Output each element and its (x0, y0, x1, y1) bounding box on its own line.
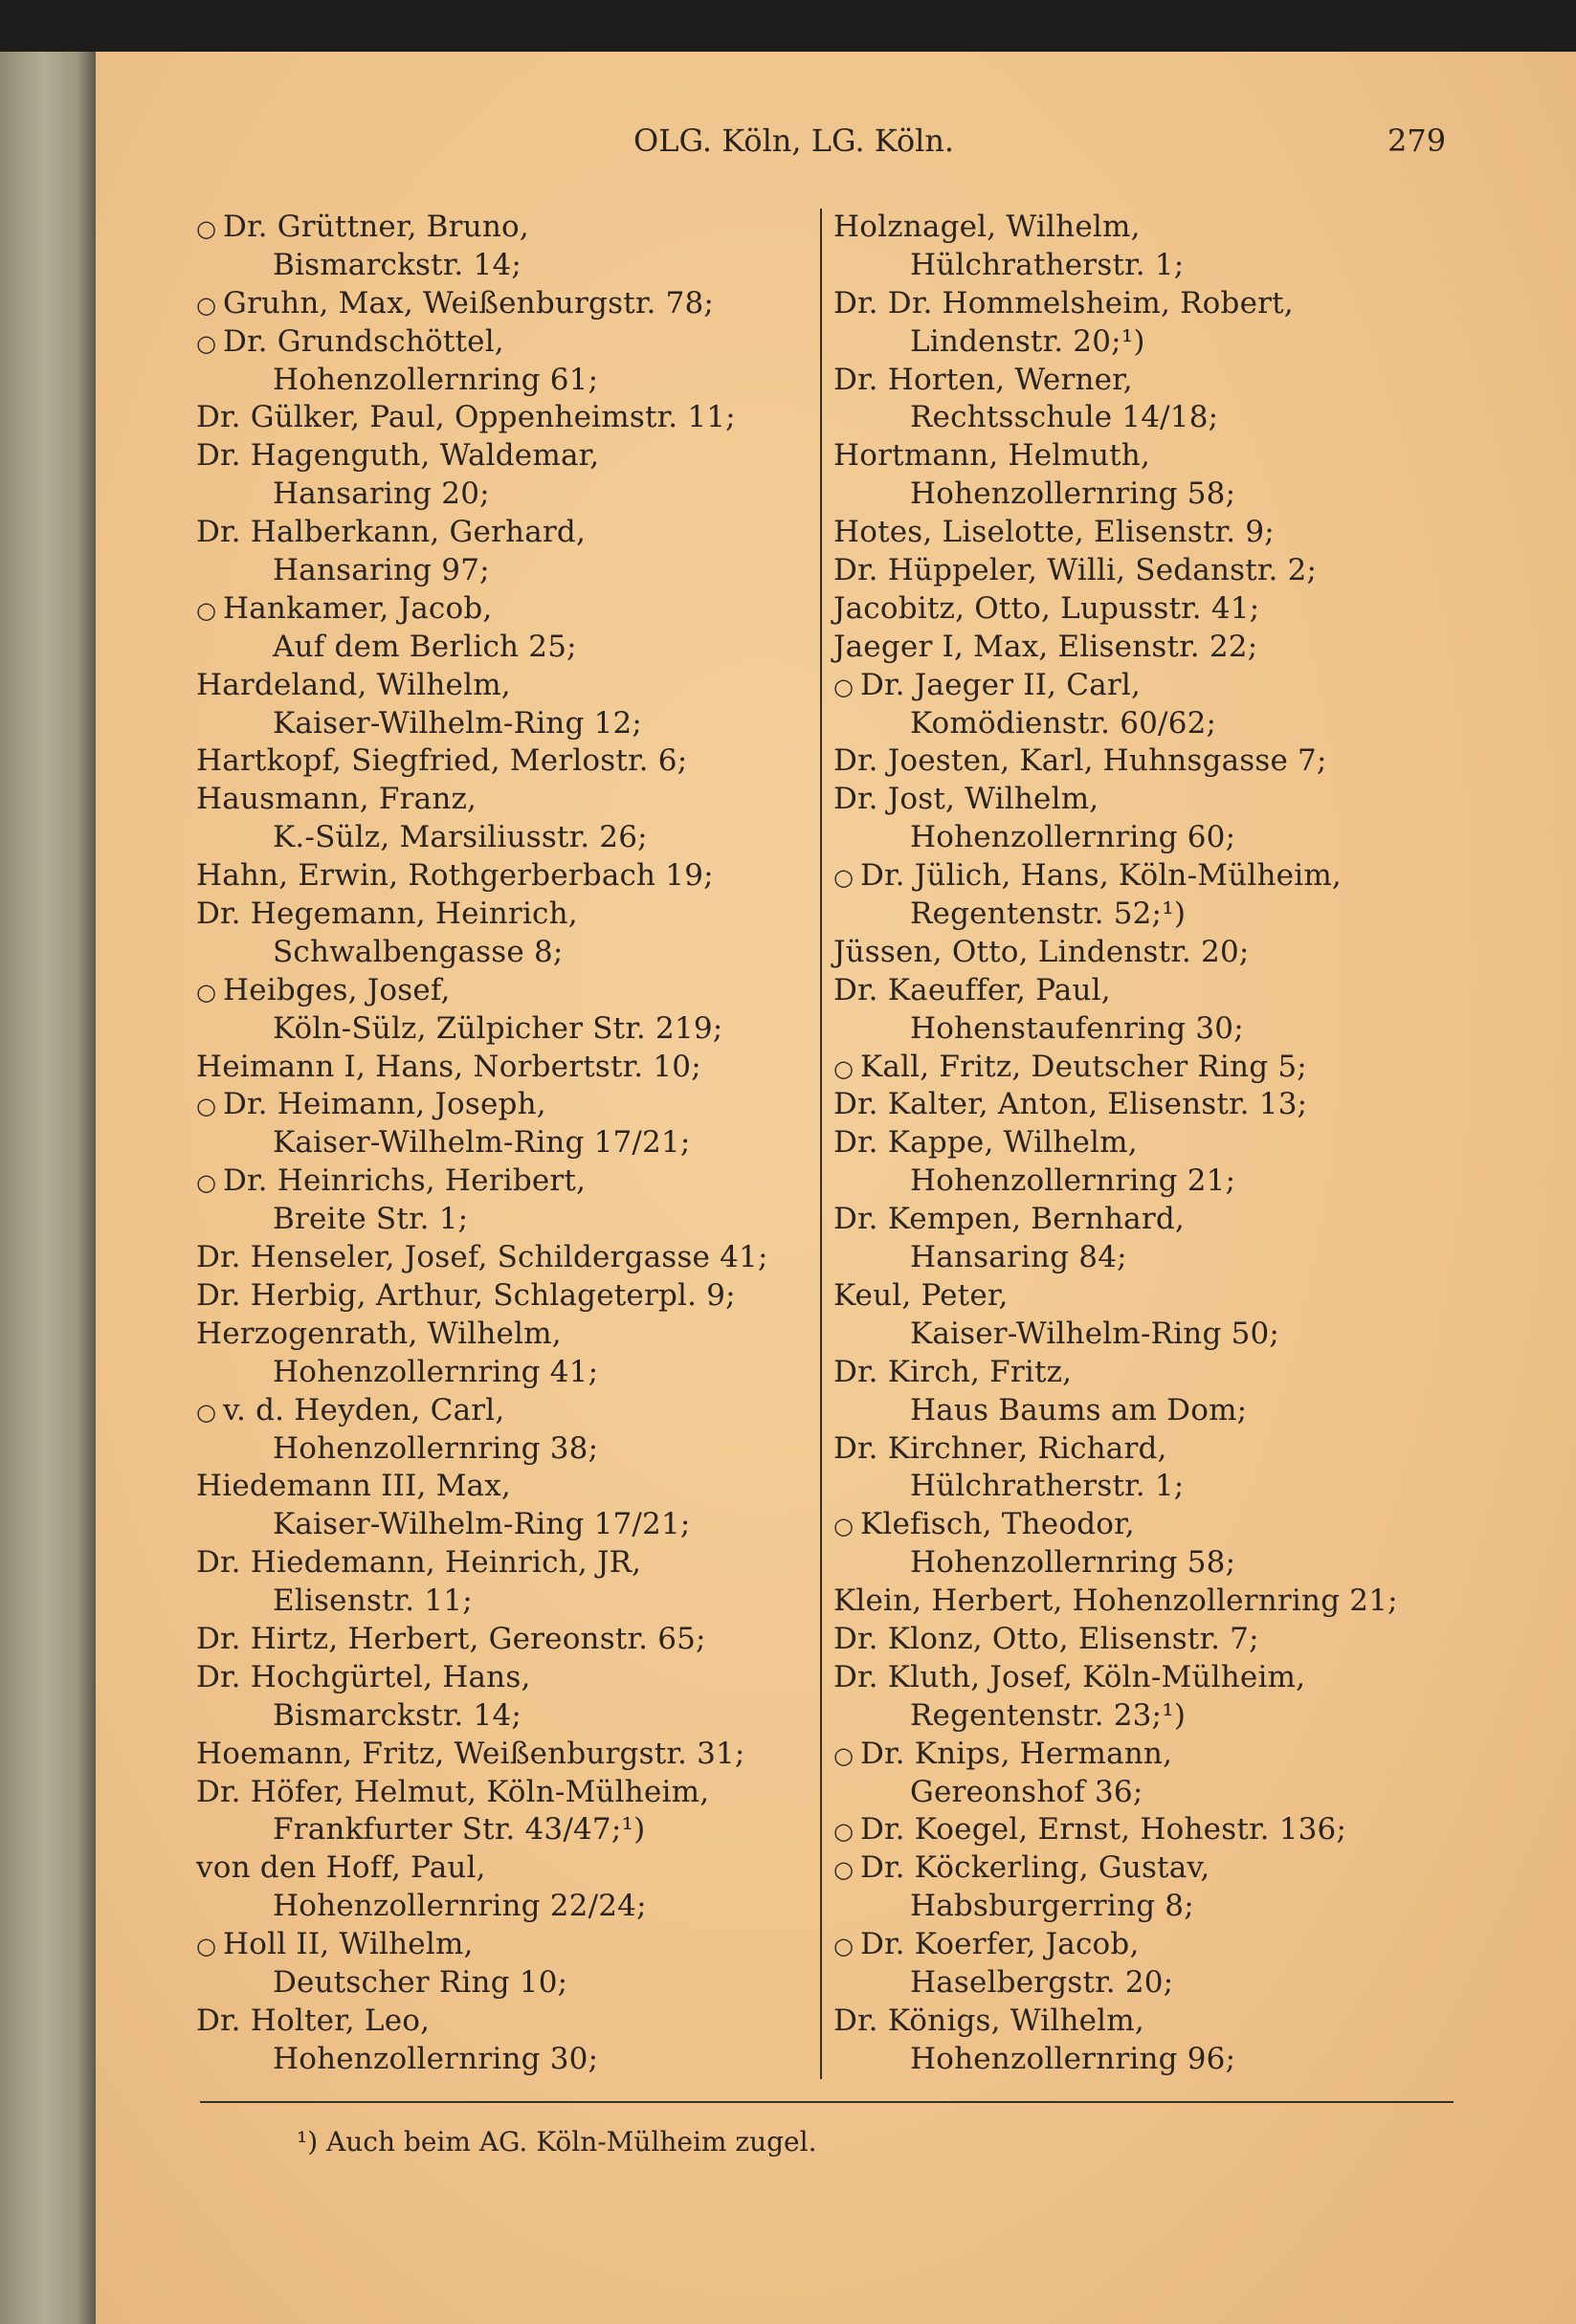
entry-name-line (833, 1124, 1398, 1162)
entry-name-line (833, 1621, 1398, 1659)
entry-name-line (196, 1277, 768, 1316)
entry-address-line (196, 1964, 768, 2003)
entry-name-line (196, 781, 768, 819)
entry-text: Hohenzollernring 38; (273, 1430, 599, 1466)
entry-name-line (196, 1049, 768, 1087)
directory-entry (833, 1354, 1398, 1430)
entry-text: Haus Baums am Dom; (910, 1392, 1248, 1428)
entry-name-line (196, 1736, 768, 1774)
directory-entry (196, 1277, 768, 1316)
directory-entry (196, 1849, 768, 1926)
entry-text: Hülchratherstr. 1; (910, 1469, 1185, 1504)
entry-name-line (196, 2003, 768, 2041)
entry-text: Dr. Halberkann, Gerhard, (196, 515, 587, 550)
entry-text: Gruhn, Max, Weißenburgstr. 78; (223, 285, 715, 321)
entry-text: Dr. Horten, Werner, (833, 362, 1133, 397)
directory-entry (833, 857, 1398, 934)
entry-text: Gereonshof 36; (910, 1774, 1143, 1809)
entry-address-line (833, 1468, 1398, 1506)
entry-text: Regentenstr. 52;¹) (910, 896, 1187, 932)
directory-entry (833, 514, 1398, 552)
directory-entry (833, 972, 1398, 1049)
entry-name-line (196, 437, 768, 476)
entry-name-line (833, 1354, 1398, 1392)
entry-text: Hohenzollernring 22/24; (273, 1889, 647, 1924)
directory-entry (833, 1736, 1398, 1812)
directory-entry (833, 1277, 1398, 1354)
directory-entry (833, 934, 1398, 972)
entry-name-line (833, 1506, 1398, 1544)
entry-text: Hausmann, Franz, (196, 782, 477, 817)
directory-entry (196, 857, 768, 896)
entry-text: Dr. Kirch, Fritz, (833, 1354, 1073, 1389)
directory-entry (196, 742, 768, 781)
directory-entry (196, 781, 768, 857)
directory-entry (196, 514, 768, 590)
entry-text: Dr. Koegel, Ernst, Hohestr. 136; (860, 1812, 1347, 1848)
entry-text: Dr. Koerfer, Jacob, (860, 1927, 1140, 1962)
entry-text: Heimann I, Hans, Norbertstr. 10; (196, 1049, 701, 1084)
entry-name-line (833, 362, 1398, 400)
directory-entry (833, 1849, 1398, 1926)
admission-marker-icon: ○ (833, 1818, 855, 1846)
directory-entry (196, 1659, 768, 1736)
entry-text: Klefisch, Theodor, (860, 1507, 1135, 1542)
entry-address-line (833, 1162, 1398, 1201)
entry-name-line (833, 1849, 1398, 1888)
entry-text: Hohenzollernring 58; (910, 1545, 1236, 1581)
admission-marker-icon: ○ (196, 1169, 217, 1197)
directory-entry (196, 1926, 768, 2003)
entry-name-line (833, 285, 1398, 323)
entry-name-line (196, 1086, 768, 1124)
entry-text: Klein, Herbert, Hohenzollernring 21; (833, 1583, 1398, 1619)
entry-address-line (833, 1697, 1398, 1736)
entry-text: Dr. Kirchner, Richard, (833, 1430, 1167, 1466)
entry-text: Dr. Jülich, Hans, Köln-Mülheim, (860, 858, 1342, 894)
directory-entry (833, 552, 1398, 590)
entry-text: Dr. Henseler, Josef, Schildergasse 41; (196, 1240, 768, 1275)
directory-entry (196, 323, 768, 400)
entry-address-line (833, 1316, 1398, 1354)
entry-text: Dr. Hochgürtel, Hans, (196, 1659, 531, 1694)
entry-address-line (833, 896, 1398, 934)
admission-marker-icon: ○ (833, 1513, 855, 1540)
directory-entry (196, 399, 768, 437)
entry-name-line (833, 781, 1398, 819)
entry-name-line (196, 1849, 768, 1888)
directory-entry (833, 285, 1398, 362)
entry-text: Bismarckstr. 14; (273, 1697, 522, 1733)
entry-text: Deutscher Ring 10; (273, 1964, 568, 2000)
entry-address-line (196, 1430, 768, 1469)
entry-address-line (196, 1888, 768, 1926)
entry-text: Hohenzollernring 30; (273, 2041, 599, 2076)
entry-address-line (196, 705, 768, 743)
entry-name-line (833, 934, 1398, 972)
directory-entry (833, 1621, 1398, 1659)
entry-name-line (833, 1049, 1398, 1087)
entry-text: Hohenzollernring 96; (910, 2041, 1236, 2076)
entry-name-line (833, 209, 1398, 247)
footnote-rule (200, 2101, 1454, 2103)
entry-text: Hankamer, Jacob, (223, 590, 493, 626)
entry-text: K.-Sülz, Marsiliusstr. 26; (273, 820, 648, 855)
entry-text: Hohenzollernring 58; (910, 476, 1236, 512)
directory-entry (196, 896, 768, 972)
entry-text: Dr. Hiedemann, Heinrich, JR, (196, 1545, 642, 1581)
entry-text: Elisenstr. 11; (273, 1583, 473, 1619)
entry-text: Dr. Hirtz, Herbert, Gereonstr. 65; (196, 1621, 706, 1656)
entry-text: Dr. Grüttner, Bruno, (223, 210, 529, 244)
directory-entry (833, 742, 1398, 781)
entry-name-line (833, 742, 1398, 781)
entry-address-line (196, 247, 768, 285)
admission-marker-icon: ○ (833, 1933, 855, 1960)
admission-marker-icon: ○ (196, 291, 217, 319)
entry-text: Dr. Hegemann, Heinrich, (196, 896, 578, 932)
entry-name-line (196, 1774, 768, 1812)
entry-text: Hansaring 97; (273, 553, 490, 588)
directory-entry (833, 1659, 1398, 1736)
entry-text: Dr. Köckerling, Gustav, (860, 1850, 1210, 1886)
column-divider (820, 209, 822, 2079)
directory-entry (833, 1506, 1398, 1583)
entry-name-line (196, 285, 768, 323)
entry-address-line (196, 2041, 768, 2079)
entry-text: von den Hoff, Paul, (196, 1850, 486, 1886)
entry-address-line (833, 323, 1398, 362)
entry-text: Dr. Dr. Hommelsheim, Robert, (833, 285, 1294, 321)
entry-text: Köln-Sülz, Zülpicher Str. 219; (273, 1010, 723, 1046)
entry-text: Dr. Klonz, Otto, Elisenstr. 7; (833, 1621, 1259, 1656)
entry-name-line (196, 1621, 768, 1659)
entry-address-line (196, 476, 768, 514)
entry-text: Haselbergstr. 20; (910, 1964, 1174, 2000)
entry-address-line (833, 476, 1398, 514)
admission-marker-icon: ○ (833, 1856, 855, 1884)
entry-name-line (833, 1736, 1398, 1774)
entry-name-line (833, 1277, 1398, 1316)
directory-entry (196, 1544, 768, 1621)
entry-address-line (196, 1201, 768, 1239)
entry-address-line (196, 934, 768, 972)
entry-name-line (196, 1468, 768, 1506)
entry-text: Dr. Heinrichs, Heribert, (223, 1163, 587, 1199)
directory-entry (196, 1392, 768, 1469)
entry-name-line (196, 590, 768, 629)
entry-name-line (833, 972, 1398, 1010)
entry-name-line (833, 1086, 1398, 1124)
admission-marker-icon: ○ (833, 673, 855, 700)
directory-entry (833, 1049, 1398, 1087)
entry-address-line (196, 552, 768, 590)
directory-entry (196, 1239, 768, 1277)
entry-address-line (196, 1124, 768, 1162)
directory-entry (833, 1430, 1398, 1507)
directory-entry (196, 1049, 768, 1087)
entry-address-line (833, 399, 1398, 437)
entry-text: Auf dem Berlich 25; (273, 629, 577, 664)
entry-name-line (196, 1239, 768, 1277)
directory-entry (833, 2003, 1398, 2079)
left-column (196, 209, 768, 2079)
entry-text: Hohenzollernring 61; (273, 362, 599, 397)
entry-text: Jaeger I, Max, Elisenstr. 22; (833, 629, 1258, 664)
entry-address-line (196, 1811, 768, 1849)
entry-text: Dr. Kalter, Anton, Elisenstr. 13; (833, 1087, 1308, 1122)
entry-text: Dr. Joesten, Karl, Huhnsgasse 7; (833, 743, 1327, 779)
entry-text: Kaiser-Wilhelm-Ring 17/21; (273, 1125, 691, 1161)
entry-address-line (833, 819, 1398, 857)
entry-text: Kaiser-Wilhelm-Ring 12; (273, 705, 643, 741)
entry-address-line (833, 1010, 1398, 1049)
entry-address-line (196, 362, 768, 400)
entry-address-line (833, 1774, 1398, 1812)
directory-entry (196, 1316, 768, 1392)
entry-name-line (833, 1926, 1398, 1964)
entry-name-line (833, 2003, 1398, 2041)
entry-name-line (833, 1583, 1398, 1621)
admission-marker-icon: ○ (196, 1933, 217, 1960)
entry-text: Hülchratherstr. 1; (910, 247, 1185, 282)
entry-text: Dr. Jost, Wilhelm, (833, 782, 1099, 817)
entry-text: Kall, Fritz, Deutscher Ring 5; (860, 1049, 1307, 1084)
directory-entry (833, 1201, 1398, 1277)
entry-text: Dr. Höfer, Helmut, Köln-Mülheim, (196, 1774, 710, 1809)
admission-marker-icon: ○ (833, 864, 855, 892)
entry-text: Hotes, Liselotte, Elisenstr. 9; (833, 515, 1275, 550)
entry-text: Holznagel, Wilhelm, (833, 210, 1141, 244)
entry-text: Dr. Kaeuffer, Paul, (833, 972, 1111, 1007)
entry-name-line (196, 399, 768, 437)
entry-name-line (833, 590, 1398, 629)
directory-entry (196, 437, 768, 514)
entry-text: Dr. Grundschöttel, (223, 323, 504, 359)
admission-marker-icon: ○ (196, 329, 217, 357)
directory-entry (196, 285, 768, 323)
entry-address-line (196, 1010, 768, 1049)
entry-name-line (196, 1544, 768, 1583)
entry-name-line (833, 857, 1398, 896)
entry-name-line (196, 742, 768, 781)
entry-name-line (833, 1659, 1398, 1697)
directory-entry (833, 209, 1398, 285)
directory-entry (196, 1774, 768, 1850)
entry-text: Hiedemann III, Max, (196, 1469, 511, 1504)
entry-text: Hahn, Erwin, Rothgerberbach 19; (196, 858, 714, 894)
directory-entry (833, 1583, 1398, 1621)
entry-text: Dr. Hagenguth, Waldemar, (196, 438, 600, 474)
entry-text: Hohenstaufenring 30; (910, 1010, 1244, 1046)
directory-entry (196, 590, 768, 667)
entry-address-line (833, 705, 1398, 743)
entry-text: Dr. Holter, Leo, (196, 2003, 431, 2038)
entry-text: Hohenzollernring 41; (273, 1354, 599, 1389)
entry-name-line (196, 667, 768, 705)
entry-name-line (833, 1811, 1398, 1849)
footnote: ¹) Auch beim AG. Köln-Mülheim zugel. (297, 2126, 817, 2158)
admission-marker-icon: ○ (196, 596, 217, 624)
entry-address-line (196, 1354, 768, 1392)
entry-text: Hansaring 84; (910, 1240, 1127, 1275)
entry-text: Hoemann, Fritz, Weißenburgstr. 31; (196, 1736, 745, 1771)
entry-address-line (833, 1392, 1398, 1430)
entry-address-line (196, 1506, 768, 1544)
entry-text: Regentenstr. 23;¹) (910, 1697, 1187, 1733)
entry-text: Dr. Jaeger II, Carl, (860, 667, 1142, 702)
entry-text: Hartkopf, Siegfried, Merlostr. 6; (196, 743, 688, 779)
admission-marker-icon: ○ (196, 1398, 217, 1426)
entry-text: Breite Str. 1; (273, 1202, 469, 1237)
entry-name-line (833, 437, 1398, 476)
book-gutter (0, 52, 96, 2324)
entry-address-line (833, 1544, 1398, 1583)
entry-text: Keul, Peter, (833, 1277, 1009, 1313)
directory-entry (196, 667, 768, 743)
entry-text: Hohenzollernring 21; (910, 1163, 1236, 1199)
entry-name-line (833, 667, 1398, 705)
entry-text: Dr. Kempen, Bernhard, (833, 1202, 1185, 1237)
entry-name-line (833, 1430, 1398, 1469)
entry-address-line (833, 1964, 1398, 2003)
directory-entry (196, 1162, 768, 1239)
directory-entry (833, 629, 1398, 667)
directory-entry (196, 1736, 768, 1774)
admission-marker-icon: ○ (196, 215, 217, 242)
admission-marker-icon: ○ (196, 1093, 217, 1120)
directory-entry (833, 1124, 1398, 1201)
entry-address-line (833, 247, 1398, 285)
entry-text: Holl II, Wilhelm, (223, 1927, 474, 1962)
entry-name-line (196, 1392, 768, 1430)
entry-name-line (196, 1659, 768, 1697)
entry-name-line (196, 857, 768, 896)
entry-text: Komödienstr. 60/62; (910, 705, 1217, 741)
entry-text: Frankfurter Str. 43/47;¹) (273, 1812, 646, 1848)
entry-address-line (196, 1583, 768, 1621)
right-column (833, 209, 1398, 2079)
entry-name-line (196, 1162, 768, 1201)
entry-address-line (196, 1697, 768, 1736)
entry-text: Dr. Hüppeler, Willi, Sedanstr. 2; (833, 553, 1318, 588)
entry-name-line (196, 1316, 768, 1354)
directory-entry (196, 2003, 768, 2079)
running-header: OLG. Köln, LG. Köln. (633, 122, 955, 159)
entry-text: Hansaring 20; (273, 476, 490, 512)
entry-text: Dr. Kappe, Wilhelm, (833, 1125, 1138, 1161)
entry-name-line (833, 629, 1398, 667)
entry-text: v. d. Heyden, Carl, (223, 1392, 505, 1428)
directory-entry (833, 437, 1398, 514)
entry-text: Dr. Herbig, Arthur, Schlageterpl. 9; (196, 1277, 736, 1313)
directory-entry (833, 1926, 1398, 2003)
entry-text: Herzogenrath, Wilhelm, (196, 1316, 562, 1351)
entry-address-line (833, 2041, 1398, 2079)
directory-entry (833, 590, 1398, 629)
entry-address-line (196, 819, 768, 857)
directory-entry (833, 667, 1398, 743)
entry-text: Kaiser-Wilhelm-Ring 17/21; (273, 1507, 691, 1542)
directory-entry (196, 1621, 768, 1659)
entry-name-line (833, 514, 1398, 552)
entry-name-line (196, 323, 768, 362)
entry-text: Jüssen, Otto, Lindenstr. 20; (833, 934, 1250, 969)
directory-entry (196, 972, 768, 1049)
entry-text: Dr. Knips, Hermann, (860, 1736, 1173, 1771)
directory-entry (833, 1811, 1398, 1849)
entry-name-line (833, 552, 1398, 590)
entry-text: Dr. Heimann, Joseph, (223, 1087, 546, 1122)
entry-text: Hardeland, Wilhelm, (196, 667, 511, 702)
entry-name-line (196, 209, 768, 247)
entry-name-line (196, 1926, 768, 1964)
entry-text: Habsburgerring 8; (910, 1889, 1194, 1924)
entry-text: Schwalbengasse 8; (273, 934, 564, 969)
entry-name-line (833, 1201, 1398, 1239)
admission-marker-icon: ○ (833, 1054, 855, 1082)
directory-entry (833, 781, 1398, 857)
directory-entry (196, 1468, 768, 1544)
entry-name-line (196, 896, 768, 934)
entry-text: Dr. Kluth, Josef, Köln-Mülheim, (833, 1659, 1306, 1694)
entry-text: Bismarckstr. 14; (273, 247, 522, 282)
admission-marker-icon: ○ (196, 978, 217, 1006)
entry-name-line (196, 514, 768, 552)
page-number: 279 (1387, 122, 1447, 159)
directory-entry (196, 1086, 768, 1162)
entry-text: Hohenzollernring 60; (910, 820, 1236, 855)
entry-text: Jacobitz, Otto, Lupusstr. 41; (833, 590, 1260, 626)
entry-address-line (833, 1239, 1398, 1277)
entry-text: Rechtsschule 14/18; (910, 400, 1219, 435)
entry-name-line (196, 972, 768, 1010)
entry-text: Dr. Königs, Wilhelm, (833, 2003, 1144, 2038)
directory-entry (833, 362, 1398, 438)
entry-text: Hortmann, Helmuth, (833, 438, 1151, 474)
directory-entry (196, 209, 768, 285)
directory-entry (833, 1086, 1398, 1124)
entry-text: Dr. Gülker, Paul, Oppenheimstr. 11; (196, 400, 736, 435)
entry-text: Kaiser-Wilhelm-Ring 50; (910, 1316, 1280, 1351)
admission-marker-icon: ○ (833, 1741, 855, 1769)
entry-address-line (833, 1888, 1398, 1926)
entry-text: Heibges, Josef, (223, 972, 451, 1007)
entry-address-line (196, 629, 768, 667)
entry-text: Lindenstr. 20;¹) (910, 323, 1145, 359)
